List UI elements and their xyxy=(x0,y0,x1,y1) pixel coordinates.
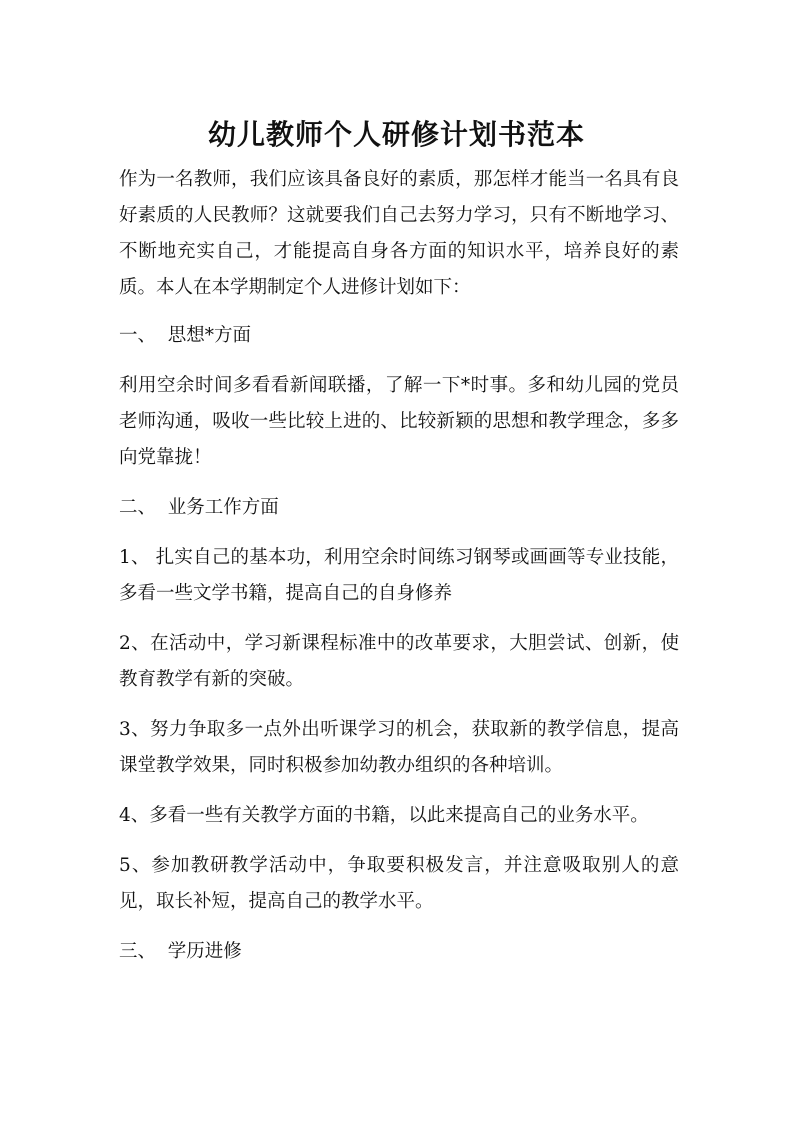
section-heading-education: 三、 学历进修 xyxy=(119,941,242,962)
section-heading-ideology: 一、 思想*方面 xyxy=(119,325,252,346)
list-item-2: 2、在活动中，学习新课程标准中的改革要求，大胆尝试、创新，使教育教学有新的突破。 xyxy=(119,633,679,690)
intro-paragraph: 作为一名教师，我们应该具备良好的素质，那怎样才能当一名具有良好素质的人民教师？这就要我们自己去努力学习，只有不断地学习、不断地充实自己，才能提高自身各方面的知识水平，培养良好的素质。本人在本学期制定个人进修计划如下： xyxy=(119,169,679,298)
list-item-5: 5、参加教研教学活动中，争取要积极发言，并注意吸取别人的意见，取长补短，提高自己的教学水平。 xyxy=(119,855,679,912)
section-paragraph-ideology: 利用空余时间多看看新闻联播，了解一下*时事。多和幼儿园的党员老师沟通，吸收一些比较上进的、比较新颖的思想和教学理念，多多向党靠拢！ xyxy=(119,375,679,468)
list-item-4: 4、多看一些有关教学方面的书籍，以此来提高自己的业务水平。 xyxy=(119,805,649,826)
section-heading-work: 二、 业务工作方面 xyxy=(119,497,279,518)
list-item-3: 3、努力争取多一点外出听课学习的机会，获取新的教学信息，提高课堂教学效果，同时积极参加幼教办组织的各种培训。 xyxy=(119,719,679,776)
list-item-1: 1、 扎实自己的基本功，利用空余时间练习钢琴或画画等专业技能，多看一些文学书籍，提高自己的自身修养 xyxy=(119,547,679,604)
page-title: 幼儿教师个人研修计划书范本 xyxy=(207,117,585,151)
